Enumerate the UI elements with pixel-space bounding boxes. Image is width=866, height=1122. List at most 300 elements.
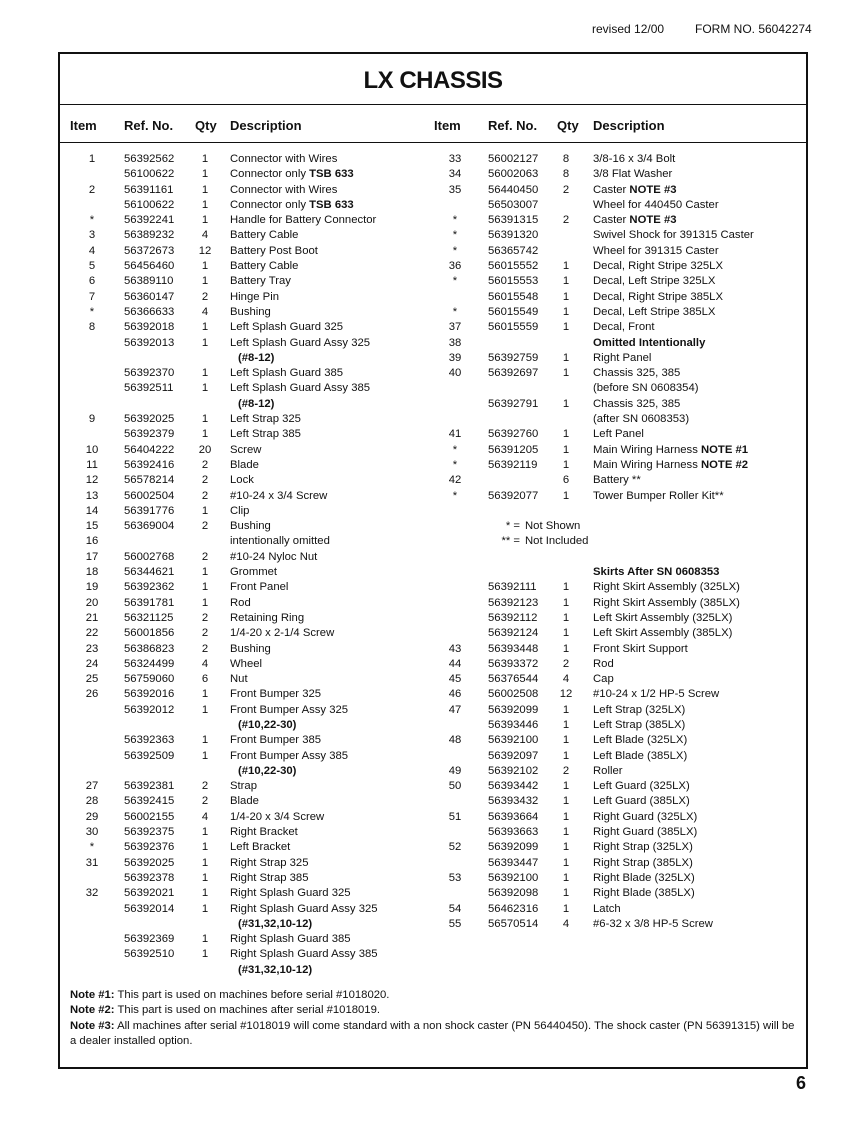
item-number: 33: [448, 153, 462, 165]
ref-number: 56392415: [124, 795, 175, 808]
item-number: 28: [85, 795, 99, 808]
description: [230, 213, 376, 228]
table-row: [430, 213, 800, 228]
table-row: [67, 580, 427, 595]
table-row: [430, 534, 800, 549]
description-text: Front Bumper 325: [230, 688, 322, 701]
description-text: Battery Post Boot: [230, 244, 318, 257]
description: [230, 198, 354, 213]
ref-number: 56001856: [124, 627, 175, 640]
description: [593, 611, 732, 626]
description: [230, 779, 257, 794]
quantity: 2: [201, 290, 209, 303]
note-text: This part is used on machines after serial #1018019.: [114, 1004, 380, 1017]
quantity: 1: [201, 183, 209, 196]
item-number: 8: [88, 321, 96, 334]
quantity: 1: [201, 168, 209, 181]
description-text: Right Splash Guard Assy 325: [230, 902, 378, 915]
table-row: [430, 443, 800, 458]
description: [593, 657, 614, 672]
ref-number: 56392362: [124, 581, 175, 594]
description-text: Main Wiring Harness: [593, 443, 701, 456]
description-text: Right Guard (325LX): [593, 810, 698, 823]
description: [238, 351, 274, 366]
ref-number: 56393372: [488, 657, 539, 670]
ref-number: 56392510: [124, 948, 175, 961]
quantity: 1: [201, 887, 209, 900]
ref-number: 56015548: [488, 290, 539, 303]
table-row: [430, 259, 800, 274]
ref-number: 56324499: [124, 657, 175, 670]
description-text: Right Splash Guard 385: [230, 933, 351, 946]
ref-number: 56759060: [124, 673, 175, 686]
quantity: 6: [562, 474, 570, 487]
quantity: 1: [562, 826, 570, 839]
description: [230, 657, 262, 672]
description-text: Left Skirt Assembly (385LX): [593, 627, 733, 640]
description: [230, 274, 291, 289]
table-row: [430, 749, 800, 764]
left-header-desc: Description: [230, 118, 302, 133]
description: [593, 580, 740, 595]
item-number: *: [452, 244, 458, 257]
description: [238, 718, 296, 733]
description: [593, 290, 723, 305]
item-number: 17: [85, 550, 99, 563]
description: [593, 825, 697, 840]
description-text: Front Bumper 385: [230, 734, 322, 747]
description-text: Right Skirt Assembly (325LX): [593, 581, 740, 594]
item-number: 14: [85, 504, 99, 517]
description-text: Front Skirt Support: [593, 642, 688, 655]
item-number: 48: [448, 734, 462, 747]
quantity: 2: [562, 764, 570, 777]
description: [230, 749, 348, 764]
table-row: [430, 397, 800, 412]
item-number: *: [452, 229, 458, 242]
quantity: 1: [562, 458, 570, 471]
description-text: Wheel: [230, 657, 263, 670]
note-label: Note #1:: [70, 989, 115, 1001]
description: [230, 290, 279, 305]
quantity: 1: [562, 367, 570, 380]
ref-number: 56392511: [124, 382, 174, 395]
table-row: [67, 550, 427, 565]
table-row: [67, 305, 427, 320]
legend-symbol: * =: [505, 520, 520, 533]
ref-number: 56392025: [124, 856, 175, 869]
description: [593, 152, 675, 167]
quantity: 1: [562, 428, 570, 441]
description: [230, 336, 370, 351]
table-row: [430, 626, 800, 641]
table-row: [67, 917, 427, 932]
description: [593, 489, 724, 504]
description: [230, 626, 334, 641]
description: [593, 397, 680, 412]
description: [593, 183, 677, 198]
description: [593, 473, 641, 488]
ref-number: 56462316: [488, 902, 539, 915]
description: [230, 672, 248, 687]
table-row: [67, 902, 427, 917]
table-row: [430, 840, 800, 855]
quantity: 1: [562, 581, 570, 594]
description-bold: (#10,22-30): [238, 764, 297, 777]
table-row: [430, 305, 800, 320]
table-row: [67, 779, 427, 794]
item-number: 26: [85, 688, 99, 701]
ref-number: 56392013: [124, 336, 175, 349]
description-bold: (#8-12): [238, 397, 275, 410]
item-number: 55: [448, 917, 462, 930]
quantity: 2: [201, 489, 209, 502]
ref-number: 56002768: [124, 550, 175, 563]
table-row: [67, 504, 427, 519]
table-row: [67, 167, 427, 182]
description: [593, 626, 732, 641]
description-text: 1/4-20 x 3/4 Screw: [230, 810, 325, 823]
description-bold: TSB 633: [309, 198, 354, 211]
ref-number: 56392759: [488, 351, 539, 364]
note-text: This part is used on machines before serial #1018020.: [114, 989, 390, 1001]
ref-number: 56392124: [488, 627, 539, 640]
quantity: 1: [562, 596, 570, 609]
quantity: 1: [201, 198, 209, 211]
description: [593, 458, 748, 473]
description: [230, 366, 343, 381]
ref-number: 56392099: [488, 841, 539, 854]
description: [230, 458, 259, 473]
table-row: [430, 198, 800, 213]
description-text: #10-24 x 1/2 HP-5 Screw: [593, 688, 720, 701]
quantity: 1: [201, 826, 209, 839]
item-number: 6: [88, 275, 96, 288]
table-row: [430, 427, 800, 442]
description: [593, 366, 680, 381]
description-text: Retaining Ring: [230, 611, 305, 624]
item-number: 40: [448, 367, 462, 380]
description-bold: TSB 633: [309, 168, 354, 181]
ref-number: 56392012: [124, 703, 175, 716]
item-number: 16: [85, 535, 99, 548]
legend-text: Not Included: [525, 535, 589, 548]
quantity: 1: [201, 260, 209, 273]
ref-number: 56376544: [488, 673, 539, 686]
item-number: 34: [448, 168, 462, 181]
ref-number: 56344621: [124, 566, 175, 579]
description-text: 3/8 Flat Washer: [593, 168, 673, 181]
ref-number: 56570514: [488, 917, 539, 930]
table-row: [67, 381, 427, 396]
ref-number: 56015553: [488, 275, 539, 288]
description: [593, 228, 754, 243]
table-row: [67, 366, 427, 381]
description: [593, 703, 685, 718]
item-number: 3: [88, 229, 96, 242]
item-number: 52: [448, 841, 462, 854]
description-text: Latch: [593, 902, 621, 915]
description-text: Left Panel: [593, 428, 644, 441]
table-row: [67, 932, 427, 947]
ref-number: 56392098: [488, 887, 539, 900]
item-number: 4: [88, 244, 96, 257]
description-text: Battery Cable: [230, 229, 299, 242]
description: [230, 902, 378, 917]
quantity: 1: [562, 810, 570, 823]
table-row: [67, 596, 427, 611]
quantity: 1: [562, 397, 570, 410]
quantity: 1: [201, 703, 209, 716]
quantity: 4: [201, 810, 209, 823]
description-bold: Skirts After SN 0608353: [593, 566, 720, 579]
table-row: [430, 611, 800, 626]
ref-number: 56392697: [488, 367, 539, 380]
table-row: [430, 550, 800, 565]
table-row: [67, 642, 427, 657]
description-text: Roller: [593, 764, 623, 777]
description-text: Wheel for 391315 Caster: [593, 244, 719, 257]
ref-number: 56391781: [124, 596, 175, 609]
left-header-qty: Qty: [195, 118, 217, 133]
table-row: [67, 183, 427, 198]
quantity: 2: [201, 520, 209, 533]
description: [593, 213, 677, 228]
description-text: Right Strap (325LX): [593, 841, 693, 854]
quantity: 1: [201, 581, 209, 594]
description-text: Rod: [593, 657, 614, 670]
ref-number: 56503007: [488, 198, 539, 211]
description: [230, 871, 309, 886]
table-row: [430, 458, 800, 473]
ref-number: 56391320: [488, 229, 539, 242]
description-text: Left Bracket: [230, 841, 291, 854]
description-text: Connector only: [230, 198, 310, 211]
description: [230, 947, 378, 962]
description-text: Connector only: [230, 168, 310, 181]
table-row: [430, 779, 800, 794]
item-number: 35: [448, 183, 462, 196]
ref-number: 56393663: [488, 826, 539, 839]
description-text: Left Guard (385LX): [593, 795, 690, 808]
table-row: [67, 458, 427, 473]
description-text: Left Strap 325: [230, 413, 301, 426]
ref-number: 56002508: [488, 688, 539, 701]
description: [230, 473, 254, 488]
item-number: 42: [448, 474, 462, 487]
table-row: [430, 672, 800, 687]
description: [593, 749, 687, 764]
table-row: [67, 749, 427, 764]
ref-number: 56392363: [124, 734, 175, 747]
quantity: 1: [201, 856, 209, 869]
description: [593, 305, 715, 320]
description-text: Left Blade (325LX): [593, 734, 688, 747]
description-text: Right Strap (385LX): [593, 856, 693, 869]
description-text: Hinge Pin: [230, 290, 279, 303]
quantity: 20: [198, 443, 212, 456]
description: [593, 427, 644, 442]
description: [230, 733, 321, 748]
description: [593, 902, 621, 917]
item-number: 45: [448, 673, 462, 686]
description-text: Clip: [230, 504, 250, 517]
description: [593, 917, 713, 932]
ref-number: 56392123: [488, 596, 539, 609]
item-number: 23: [85, 642, 99, 655]
description-text: Connector with Wires: [230, 153, 338, 165]
description-text: Right Blade (385LX): [593, 887, 695, 900]
table-row: [430, 244, 800, 259]
description: [593, 687, 719, 702]
table-row: [67, 244, 427, 259]
quantity: 2: [201, 780, 209, 793]
notes-section: [70, 988, 796, 1049]
item-number: 21: [85, 611, 99, 624]
quantity: 4: [201, 229, 209, 242]
description: [230, 932, 351, 947]
quantity: 4: [562, 917, 570, 930]
description: [593, 351, 651, 366]
quantity: 2: [562, 657, 570, 670]
table-row: [67, 672, 427, 687]
table-row: [67, 290, 427, 305]
description: [230, 856, 309, 871]
table-row: [430, 687, 800, 702]
table-row: [430, 274, 800, 289]
quantity: 1: [562, 642, 570, 655]
item-number: 25: [85, 673, 99, 686]
table-row: [430, 580, 800, 595]
description-text: Bushing: [230, 305, 271, 318]
description-bold: NOTE #2: [700, 458, 749, 471]
quantity: 1: [562, 611, 570, 624]
ref-number: 56002504: [124, 489, 175, 502]
description-text: 3/8-16 x 3/4 Bolt: [593, 153, 676, 165]
quantity: 1: [562, 856, 570, 869]
table-row: [67, 198, 427, 213]
quantity: 8: [562, 153, 570, 165]
table-row: [67, 443, 427, 458]
item-number: 53: [448, 871, 462, 884]
description: [593, 259, 723, 274]
description-text: Battery Tray: [230, 275, 291, 288]
ref-number: 56393664: [488, 810, 539, 823]
table-row: [67, 213, 427, 228]
table-row: [67, 228, 427, 243]
description: [593, 244, 719, 259]
note-line: [70, 1003, 796, 1018]
ref-number: 56392102: [488, 764, 539, 777]
description: [230, 427, 301, 442]
quantity: 1: [562, 902, 570, 915]
ref-number: 56392370: [124, 367, 175, 380]
table-row: [430, 167, 800, 182]
item-number: 19: [85, 581, 99, 594]
note-line: [70, 988, 796, 1003]
item-number: 47: [448, 703, 462, 716]
ref-number: 56372673: [124, 244, 175, 257]
table-row: [430, 794, 800, 809]
item-number: 20: [85, 596, 99, 609]
description: [593, 596, 740, 611]
ref-number: 56393447: [488, 856, 539, 869]
description: [593, 840, 693, 855]
item-number: *: [89, 214, 95, 227]
description: [238, 397, 274, 412]
description-text: (after SN 0608353): [593, 413, 690, 426]
ref-number: 56392378: [124, 871, 175, 884]
table-row: [430, 886, 800, 901]
description-text: Left Splash Guard Assy 385: [230, 382, 371, 395]
ref-number: 56002063: [488, 168, 539, 181]
description: [593, 565, 719, 580]
description-text: Left Skirt Assembly (325LX): [593, 611, 733, 624]
table-row: [430, 642, 800, 657]
item-number: 30: [85, 826, 99, 839]
description-text: Main Wiring Harness: [593, 458, 701, 471]
left-parts-table: [67, 152, 427, 978]
ref-number: 56015559: [488, 321, 539, 334]
title-divider: [60, 104, 806, 105]
table-row: [430, 596, 800, 611]
quantity: 1: [201, 948, 209, 961]
description: [593, 412, 689, 427]
table-row: [67, 397, 427, 412]
table-row: [67, 259, 427, 274]
description: [230, 489, 327, 504]
quantity: 1: [562, 627, 570, 640]
quantity: 1: [201, 153, 209, 165]
ref-number: 56392119: [488, 458, 538, 471]
ref-number: 56392381: [124, 780, 175, 793]
table-row: [67, 489, 427, 504]
table-row: [430, 290, 800, 305]
table-row: [67, 626, 427, 641]
description-bold: (#10,22-30): [238, 718, 297, 731]
description: [238, 963, 312, 978]
ref-number: 56392112: [488, 611, 538, 624]
description: [230, 825, 298, 840]
description-text: Decal, Right Stripe 325LX: [593, 260, 723, 273]
description-text: Left Guard (325LX): [593, 780, 690, 793]
page-title: LX CHASSIS: [363, 67, 503, 94]
description-text: Left Splash Guard 385: [230, 367, 344, 380]
table-row: [430, 381, 800, 396]
description-bold: (#8-12): [238, 351, 275, 364]
table-row: [430, 825, 800, 840]
description: [230, 886, 351, 901]
description-text: Front Bumper Assy 385: [230, 749, 349, 762]
quantity: 1: [562, 489, 570, 502]
description-text: Screw: [230, 443, 262, 456]
quantity: 2: [201, 458, 209, 471]
item-number: 10: [85, 443, 99, 456]
ref-number: 56391315: [488, 214, 539, 227]
quantity: 2: [201, 642, 209, 655]
description-text: #10-24 Nyloc Nut: [230, 550, 318, 563]
description-text: #10-24 x 3/4 Screw: [230, 489, 328, 502]
description-text: Lock: [230, 474, 254, 487]
description: [230, 534, 330, 549]
description: [230, 244, 318, 259]
ref-number: 56366633: [124, 305, 175, 318]
ref-number: 56391161: [124, 183, 174, 196]
description-text: Decal, Left Stripe 385LX: [593, 305, 716, 318]
item-number: 49: [448, 764, 462, 777]
description: [593, 381, 699, 396]
description-text: Front Panel: [230, 581, 289, 594]
